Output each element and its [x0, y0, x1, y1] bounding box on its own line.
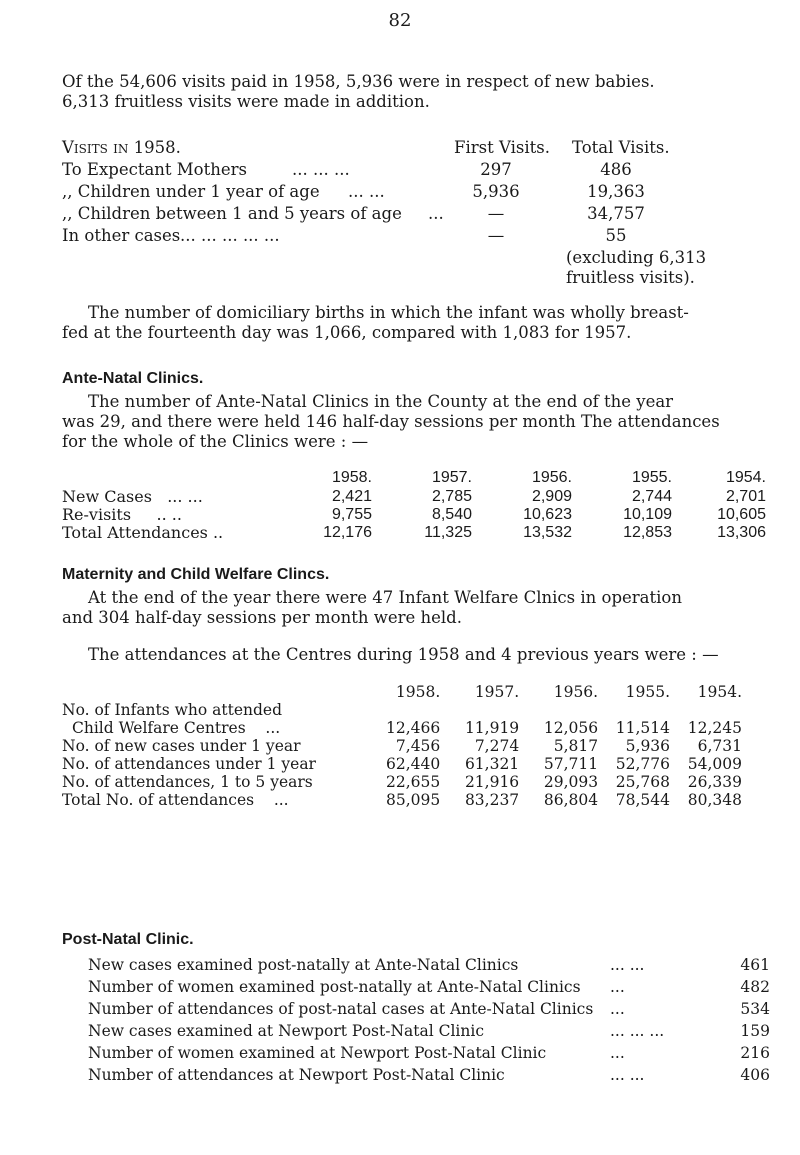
table-row-label: [62, 524, 282, 542]
table-row: [62, 701, 742, 719]
table-row: [88, 998, 770, 1020]
visits-note-2: fruitless visits).: [566, 268, 695, 287]
table-cell: 2,421: [331, 488, 372, 505]
table-cell: 10,605: [717, 506, 766, 523]
row-label-text: Child Welfare Centres: [72, 719, 246, 737]
maternity-heading: Maternity and Child Welfare Clincs.: [62, 566, 330, 583]
table-cell: 482: [740, 978, 770, 996]
maternity-year: 1955.: [625, 683, 671, 701]
table-row-label: Number of women examined at Newport Post-Natal Clinic: [88, 1044, 547, 1062]
postnatal-heading: Post-Natal Clinic.: [62, 931, 194, 948]
visits-row-label: ,, Children between 1 and 5 years of age: [62, 204, 402, 223]
table-row: [88, 1064, 770, 1086]
visits-row-dots: ...: [428, 204, 444, 223]
visits-row-label: ,, Children under 1 year of age: [62, 182, 320, 201]
visits-note-1: (excluding 6,313: [566, 248, 707, 267]
visits-row-first: 5,936: [472, 182, 520, 201]
row-label-text: Total No. of attendances: [62, 791, 255, 809]
antenatal-year: 1954.: [725, 469, 766, 486]
table-cell: 10,623: [523, 506, 572, 523]
table-cell: 8,540: [431, 506, 472, 523]
row-dots: ... ...: [610, 956, 645, 974]
table-row-label: [62, 719, 357, 737]
table-row-label: No. of new cases under 1 year: [62, 737, 301, 755]
table-row: [62, 755, 742, 773]
table-cell: 78,544: [615, 791, 671, 809]
table-row-label: Number of attendances at Newport Post-Natal Clinic: [88, 1066, 505, 1084]
table-cell: 7,274: [474, 737, 520, 755]
table-cell: 2,909: [531, 488, 572, 505]
visits-row-dots: ... ... ... ... ...: [180, 226, 280, 245]
table-cell: 26,339: [687, 773, 742, 791]
table-row-label: Number of women examined post-natally at Ante-Natal Clinics: [88, 978, 581, 996]
table-cell: 29,093: [543, 773, 599, 791]
visits-row-total: 486: [600, 160, 632, 179]
table-row: [88, 1020, 770, 1042]
intro-line-2: 6,313 fruitless visits were made in addition.: [62, 92, 430, 111]
table-cell: 61,321: [464, 755, 520, 773]
table-row-label: [62, 506, 282, 524]
maternity-table: [62, 683, 742, 809]
table-row: [62, 488, 766, 506]
visits-title: Visits in 1958.: [62, 138, 181, 157]
table-row: [62, 719, 742, 737]
breastfed-line-1: The number of domiciliary births in which the infant was wholly breast-: [88, 303, 689, 322]
antenatal-header-blank: [62, 468, 282, 488]
table-cell: 21,916: [464, 773, 520, 791]
table-cell: 2,785: [431, 488, 472, 505]
table-row: [62, 506, 766, 524]
table-cell: 216: [740, 1044, 770, 1062]
table-cell: 5,817: [553, 737, 599, 755]
table-cell: 11,514: [615, 719, 671, 737]
row-dots: ...: [610, 978, 625, 996]
visits-row-dots: ... ...: [348, 182, 385, 201]
antenatal-header-row: [62, 468, 766, 488]
table-row-label: No. of Infants who attended: [62, 701, 283, 719]
maternity-year: 1958.: [395, 683, 441, 701]
table-row-label: No. of attendances, 1 to 5 years: [62, 773, 313, 791]
maternity-header-blank: [62, 683, 357, 701]
visits-row-dots: ... ... ...: [292, 160, 350, 179]
table-row: [88, 954, 770, 976]
table-row: [88, 1042, 770, 1064]
row-dots: ... ... ...: [610, 1022, 665, 1040]
table-cell: 52,776: [615, 755, 671, 773]
row-label-text: Re-visits: [62, 505, 132, 524]
antenatal-year: 1957.: [431, 469, 472, 486]
table-row: [62, 773, 742, 791]
table-cell: 159: [740, 1022, 770, 1040]
table-cell: 25,768: [615, 773, 671, 791]
table-row: [88, 976, 770, 998]
row-dots: ... ...: [610, 1066, 645, 1084]
visits-col-total: Total Visits.: [572, 138, 670, 157]
antenatal-para-3: for the whole of the Clinics were : —: [62, 432, 369, 451]
antenatal-year: 1956.: [531, 469, 572, 486]
postnatal-table: [88, 954, 770, 1086]
table-row: [62, 791, 742, 809]
breastfed-line-2: fed at the fourteenth day was 1,066, compared with 1,083 for 1957.: [62, 323, 632, 342]
visits-row-label: In other cases: [62, 226, 181, 245]
table-cell: 12,056: [543, 719, 599, 737]
row-dots: ...: [273, 791, 289, 809]
table-cell: 57,711: [543, 755, 599, 773]
table-row-label: New cases examined post-natally at Ante-Natal Clinics: [88, 956, 519, 974]
maternity-year: 1956.: [553, 683, 599, 701]
antenatal-table: [62, 468, 766, 542]
visits-row-first: 297: [480, 160, 512, 179]
table-cell: 10,109: [623, 506, 672, 523]
visits-row-total: 34,757: [587, 204, 645, 223]
table-cell: 461: [740, 956, 770, 974]
maternity-header-row: [62, 683, 742, 701]
antenatal-heading: Ante-Natal Clinics.: [62, 370, 204, 387]
row-dots: ..: [212, 523, 224, 542]
table-cell: 6,731: [697, 737, 742, 755]
table-row: [62, 737, 742, 755]
table-cell: 5,936: [625, 737, 671, 755]
table-cell: 12,245: [687, 719, 742, 737]
table-cell: 406: [740, 1066, 770, 1084]
row-dots: .. ..: [156, 505, 182, 524]
table-cell: 2,744: [631, 488, 672, 505]
table-row-label: [62, 488, 282, 506]
maternity-year: 1957.: [474, 683, 520, 701]
table-row-label: New cases examined at Newport Post-Natal Clinic: [88, 1022, 484, 1040]
table-cell: 12,176: [323, 524, 372, 541]
table-cell: 7,456: [395, 737, 441, 755]
row-dots: ...: [610, 1000, 625, 1018]
maternity-para-2: and 304 half-day sessions per month were held.: [62, 608, 462, 627]
maternity-para-1: At the end of the year there were 47 Infant Welfare Clnics in operation: [88, 588, 682, 607]
visits-row-total: 19,363: [587, 182, 645, 201]
row-label-text: New Cases: [62, 487, 152, 506]
row-dots: ...: [610, 1044, 625, 1062]
visits-row-first: —: [487, 204, 505, 223]
maternity-para-3: The attendances at the Centres during 1958 and 4 previous years were : —: [88, 645, 719, 664]
visits-row-label: To Expectant Mothers: [62, 160, 247, 179]
table-cell: 22,655: [386, 773, 441, 791]
table-cell: 12,466: [386, 719, 441, 737]
table-cell: 2,701: [725, 488, 766, 505]
table-cell: 12,853: [623, 524, 672, 541]
antenatal-year: 1958.: [331, 469, 372, 486]
table-cell: 11,325: [424, 524, 472, 541]
antenatal-year: 1955.: [631, 469, 672, 486]
antenatal-para-2: was 29, and there were held 146 half-day sessions per month The attendances: [62, 412, 720, 431]
table-cell: 54,009: [687, 755, 742, 773]
table-cell: 85,095: [386, 791, 441, 809]
table-cell: 9,755: [331, 506, 372, 523]
table-cell: 534: [740, 1000, 770, 1018]
antenatal-para-1: The number of Ante-Natal Clinics in the County at the end of the year: [88, 392, 674, 411]
visits-row-first: —: [487, 226, 505, 245]
table-row-label: Number of attendances of post-natal cases at Ante-Natal Clinics: [88, 1000, 594, 1018]
table-cell: 62,440: [386, 755, 441, 773]
table-row-label: [62, 791, 357, 809]
visits-row-total: 55: [605, 226, 627, 245]
table-cell: 80,348: [687, 791, 742, 809]
table-cell: 86,804: [543, 791, 599, 809]
table-row: [62, 524, 766, 542]
page-number: 82: [388, 10, 412, 31]
visits-col-first: First Visits.: [454, 138, 550, 157]
table-cell: 83,237: [464, 791, 520, 809]
row-dots: ... ...: [167, 487, 203, 506]
table-cell: 11,919: [464, 719, 520, 737]
maternity-year: 1954.: [697, 683, 742, 701]
table-cell: 13,532: [523, 524, 572, 541]
table-cell: 13,306: [717, 524, 766, 541]
row-label-text: Total Attendances: [62, 523, 208, 542]
table-row-label: No. of attendances under 1 year: [62, 755, 316, 773]
intro-line-1: Of the 54,606 visits paid in 1958, 5,936 were in respect of new babies.: [62, 72, 655, 91]
row-dots: ...: [265, 719, 281, 737]
